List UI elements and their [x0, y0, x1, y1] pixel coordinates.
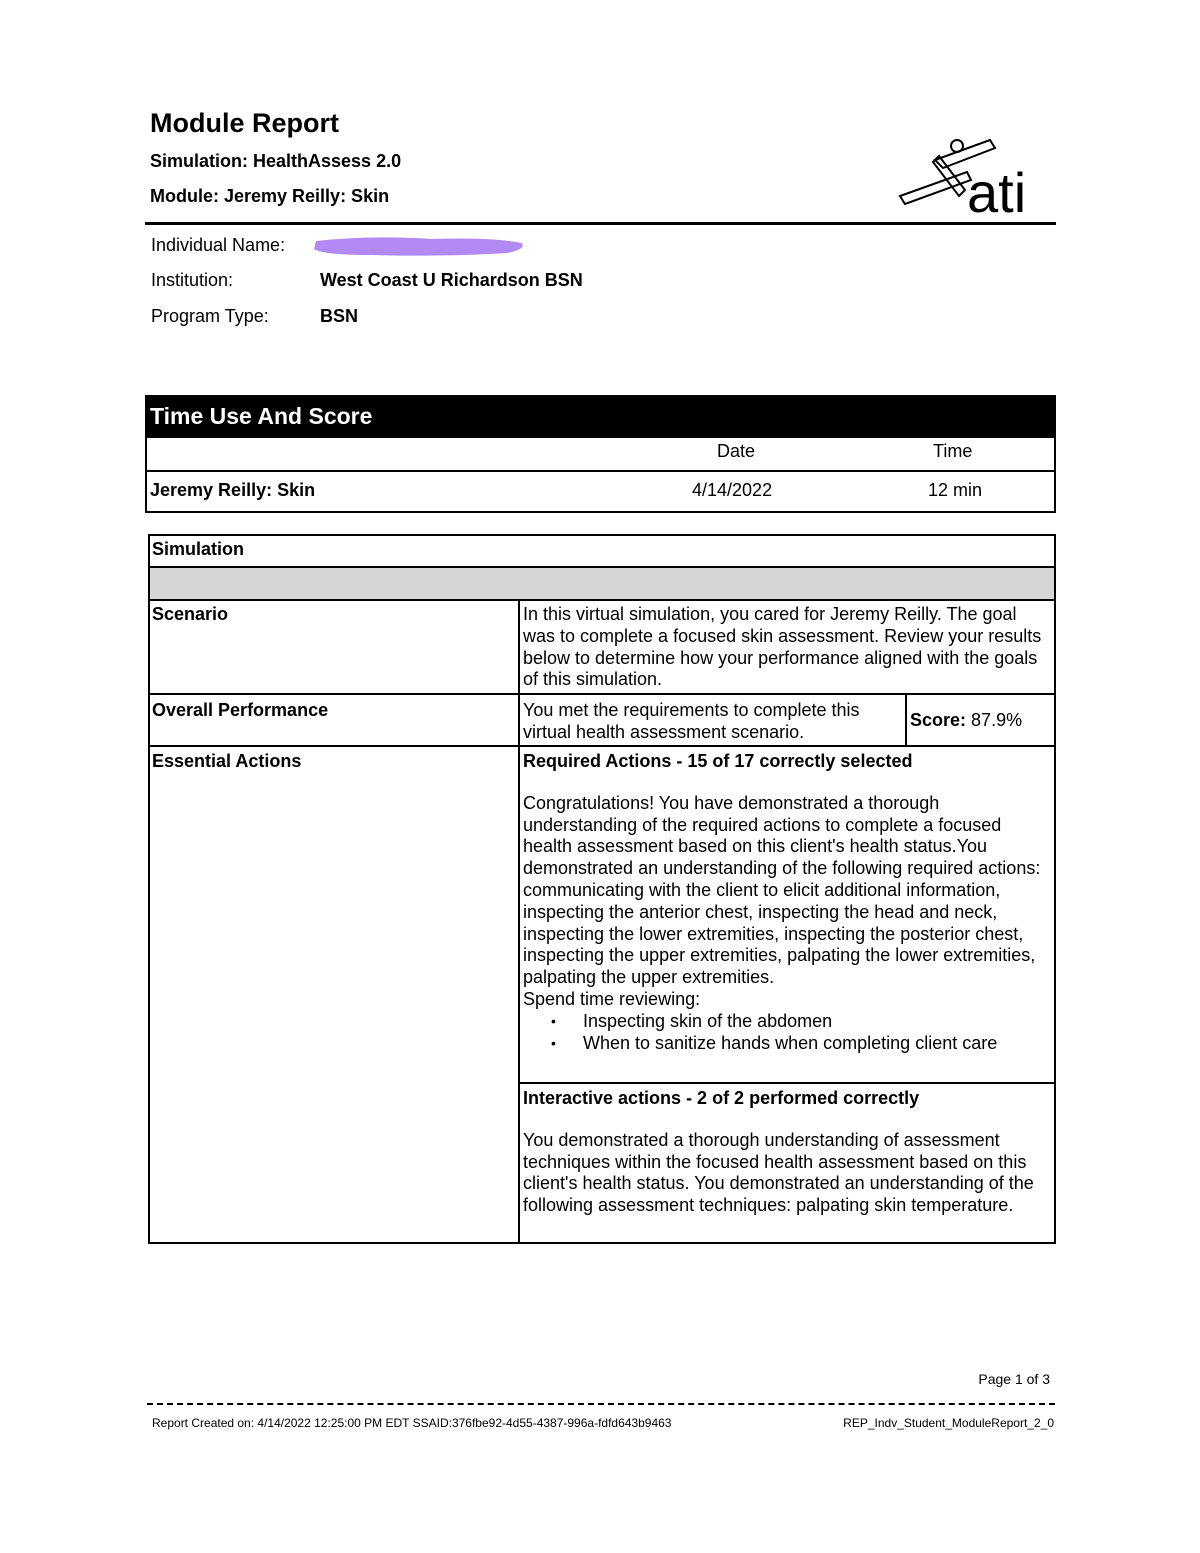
review-list — [523, 1011, 1051, 1055]
module-row-time: 12 min — [928, 480, 983, 500]
logo-text: ati — [967, 161, 1027, 220]
score-cell — [910, 710, 1022, 732]
date-column-header: Date — [717, 441, 756, 461]
program-type-label: Program Type: — [151, 306, 269, 326]
module-name: Module: Jeremy Reilly: Skin — [150, 186, 390, 206]
review-item: • When to sanitize hands when completing client care — [523, 1033, 1051, 1055]
score-value: 87.9% — [971, 710, 1023, 730]
table-border — [148, 1242, 1056, 1244]
interactive-actions-heading: Interactive actions - 2 of 2 performed correctly — [523, 1088, 920, 1108]
ati-logo — [895, 132, 1065, 220]
simulation-name: Simulation: HealthAssess 2.0 — [150, 151, 402, 171]
individual-name-label: Individual Name: — [151, 235, 286, 255]
row-divider — [147, 470, 1054, 472]
gray-band — [150, 568, 1054, 599]
simulation-section-title: Simulation — [152, 539, 245, 559]
scenario-label: Scenario — [152, 604, 229, 624]
score-label: Score: — [910, 710, 967, 730]
simulation-table — [148, 534, 1056, 1244]
interactive-actions-text: You demonstrated a thorough understanding of assessment techniques within the focused health assessment based on this client's health status. You demonstrated an understanding of the following assessment techniques: palpating skin temperature. — [523, 1129, 1034, 1216]
essential-actions-label: Essential Actions — [152, 751, 302, 771]
time-column-header: Time — [933, 441, 973, 461]
table-border — [148, 534, 150, 1244]
scenario-text: In this virtual simulation, you cared for Jeremy Reilly. The goal was to complete a focused skin assessment. Review your results below to determine how your performance aligned with the goals of this simulation. — [523, 604, 1042, 690]
institution-value: West Coast U Richardson BSN — [320, 270, 583, 290]
institution-label: Institution: — [151, 270, 234, 290]
footer-divider — [147, 1403, 1055, 1405]
score-divider — [905, 693, 907, 746]
table-divider — [148, 745, 1056, 747]
header-rule — [145, 222, 1056, 225]
program-type-value: BSN — [320, 306, 359, 326]
review-label: Spend time reviewing: — [523, 988, 701, 1009]
review-item: • Inspecting skin of the abdomen — [523, 1011, 1051, 1033]
overall-performance-label: Overall Performance — [152, 700, 329, 720]
module-row-name: Jeremy Reilly: Skin — [150, 480, 316, 500]
page-number: Page 1 of 3 — [978, 1371, 1050, 1387]
table-divider — [148, 693, 1056, 695]
overall-performance-text: You met the requirements to complete this virtual health assessment scenario. — [523, 700, 860, 742]
required-actions-block — [523, 751, 1051, 1054]
redaction-mark — [312, 233, 526, 259]
report-created-info: Report Created on: 4/14/2022 12:25:00 PM EDT SSAID:376fbe92-4d55-4387-996a-fdfd643b9463 — [152, 1416, 672, 1430]
interactive-actions-block — [523, 1088, 1051, 1217]
report-id: REP_Indv_Student_ModuleReport_2_0 — [843, 1416, 1054, 1430]
table-divider — [148, 599, 1056, 601]
column-divider — [518, 599, 520, 1244]
table-divider — [518, 1082, 1056, 1084]
page-title: Module Report — [150, 108, 339, 138]
table-border — [1054, 534, 1056, 1244]
time-score-body — [145, 438, 1056, 513]
time-score-title: Time Use And Score — [150, 403, 373, 429]
required-actions-text: Congratulations! You have demonstrated a thorough understanding of the required actions to complete a focused health assessment based on this client's health status.You demonstrated an understanding of the following required actions: communicating with the client to elicit additional information, inspecting the anterior chest, inspecting the head and neck, inspecting the lower extremities, inspecting the posterior chest, inspecting the upper extremities, palpating the lower extremities, palpating the upper extremities. — [523, 792, 1041, 988]
time-score-header — [145, 395, 1056, 438]
table-border — [148, 534, 1056, 536]
time-score-table — [145, 395, 1056, 515]
module-row-date: 4/14/2022 — [692, 480, 773, 500]
required-actions-heading: Required Actions - 15 of 17 correctly selected — [523, 751, 913, 771]
